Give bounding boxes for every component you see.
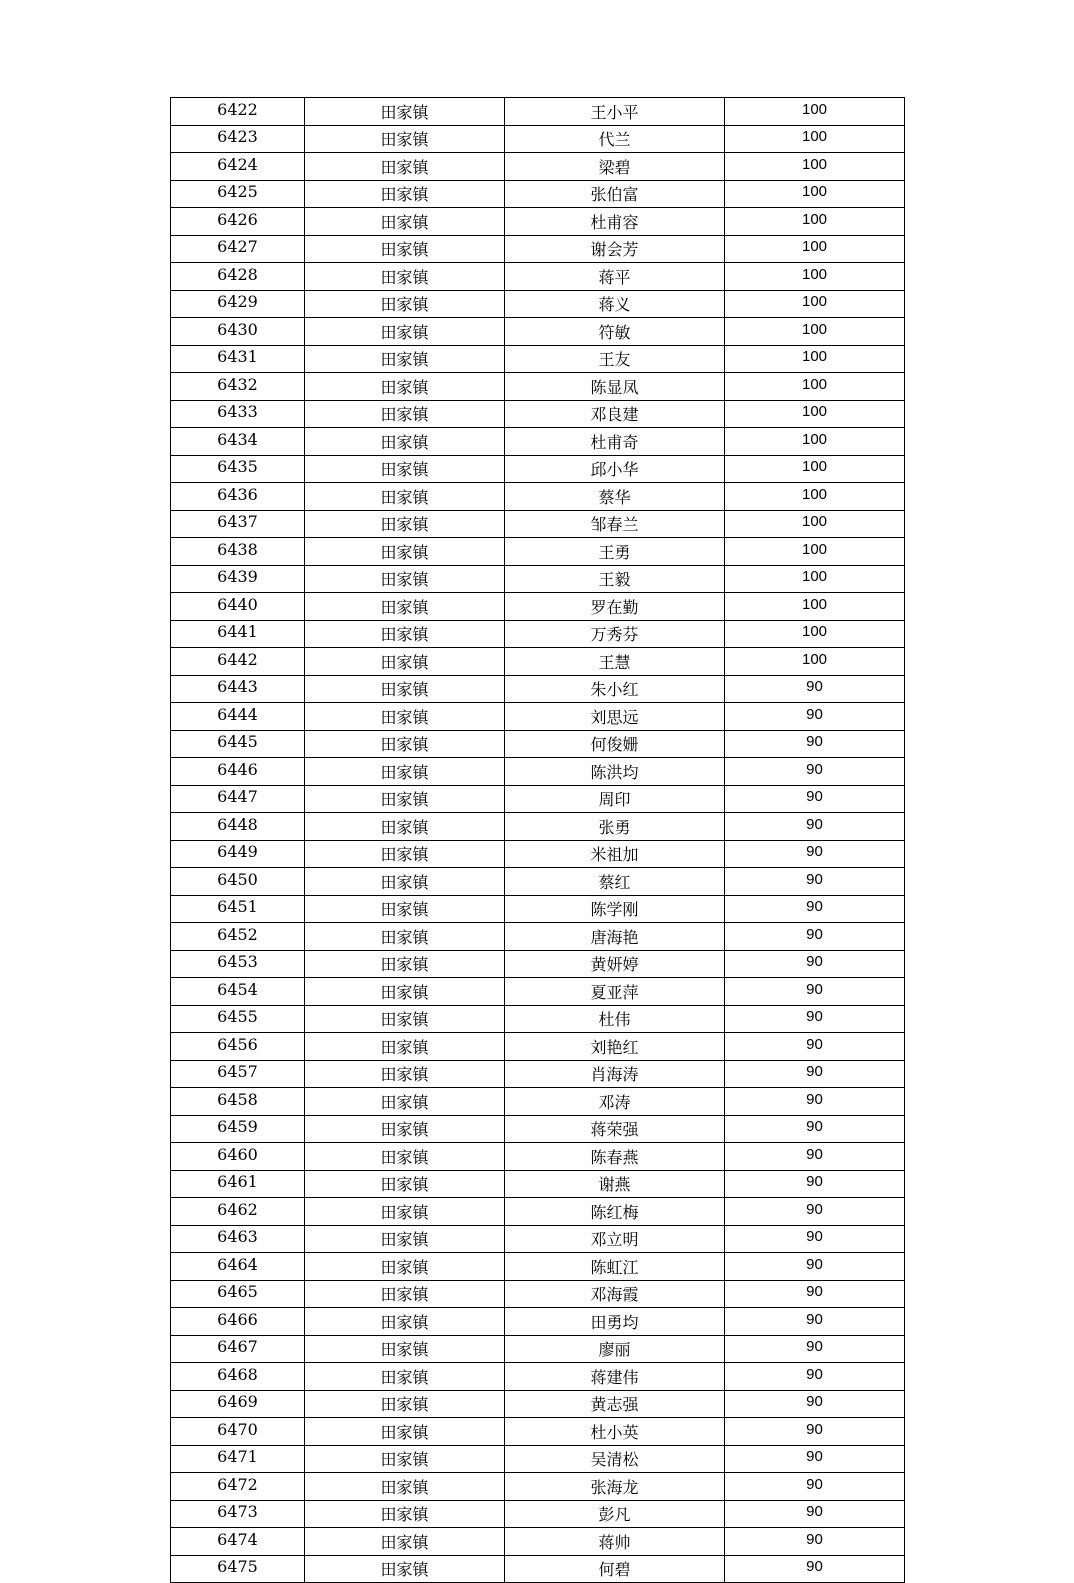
town-cell: 田家镇 [305, 1088, 505, 1116]
row-number-cell: 6467 [171, 1335, 305, 1363]
town-cell: 田家镇 [305, 180, 505, 208]
table-row [171, 153, 905, 181]
person-name-cell: 何俊姗 [505, 730, 725, 758]
table-row [171, 538, 905, 566]
person-name-cell: 廖丽 [505, 1335, 725, 1363]
row-number-cell: 6439 [171, 565, 305, 593]
row-number-cell: 6443 [171, 675, 305, 703]
table-row [171, 180, 905, 208]
row-number-cell: 6474 [171, 1528, 305, 1556]
town-cell: 田家镇 [305, 648, 505, 676]
town-cell: 田家镇 [305, 565, 505, 593]
amount-cell: 90 [725, 1363, 905, 1391]
amount-cell: 90 [725, 923, 905, 951]
person-name-cell: 何碧 [505, 1555, 725, 1583]
table-row [171, 1280, 905, 1308]
table-row [171, 1060, 905, 1088]
town-cell: 田家镇 [305, 1198, 505, 1226]
table-row [171, 1335, 905, 1363]
person-name-cell: 王小平 [505, 98, 725, 126]
row-number-cell: 6466 [171, 1308, 305, 1336]
row-number-cell: 6458 [171, 1088, 305, 1116]
town-cell: 田家镇 [305, 1445, 505, 1473]
table-row [171, 1005, 905, 1033]
amount-cell: 100 [725, 483, 905, 511]
row-number-cell: 6437 [171, 510, 305, 538]
town-cell: 田家镇 [305, 455, 505, 483]
person-name-cell: 王勇 [505, 538, 725, 566]
row-number-cell: 6469 [171, 1390, 305, 1418]
row-number-cell: 6430 [171, 318, 305, 346]
town-cell: 田家镇 [305, 1335, 505, 1363]
amount-cell: 100 [725, 125, 905, 153]
table-row [171, 400, 905, 428]
table-row [171, 840, 905, 868]
table-row [171, 373, 905, 401]
table-row [171, 290, 905, 318]
amount-cell: 90 [725, 1033, 905, 1061]
amount-cell: 90 [725, 730, 905, 758]
town-cell: 田家镇 [305, 840, 505, 868]
person-name-cell: 陈红梅 [505, 1198, 725, 1226]
row-number-cell: 6471 [171, 1445, 305, 1473]
table-row [171, 263, 905, 291]
table-row [171, 1363, 905, 1391]
amount-cell: 100 [725, 400, 905, 428]
table-row [171, 1088, 905, 1116]
amount-cell: 90 [725, 1005, 905, 1033]
row-number-cell: 6468 [171, 1363, 305, 1391]
town-cell: 田家镇 [305, 620, 505, 648]
person-name-cell: 王慧 [505, 648, 725, 676]
row-number-cell: 6449 [171, 840, 305, 868]
row-number-cell: 6464 [171, 1253, 305, 1281]
amount-cell: 90 [725, 1528, 905, 1556]
person-name-cell: 谢会芳 [505, 235, 725, 263]
town-cell: 田家镇 [305, 1390, 505, 1418]
table-row [171, 1528, 905, 1556]
town-cell: 田家镇 [305, 510, 505, 538]
town-cell: 田家镇 [305, 950, 505, 978]
town-cell: 田家镇 [305, 675, 505, 703]
town-cell: 田家镇 [305, 208, 505, 236]
row-number-cell: 6463 [171, 1225, 305, 1253]
town-cell: 田家镇 [305, 730, 505, 758]
amount-cell: 100 [725, 345, 905, 373]
town-cell: 田家镇 [305, 373, 505, 401]
person-name-cell: 蔡红 [505, 868, 725, 896]
town-cell: 田家镇 [305, 263, 505, 291]
person-name-cell: 蒋荣强 [505, 1115, 725, 1143]
amount-cell: 90 [725, 1143, 905, 1171]
row-number-cell: 6453 [171, 950, 305, 978]
town-cell: 田家镇 [305, 153, 505, 181]
table-row [171, 1115, 905, 1143]
town-cell: 田家镇 [305, 785, 505, 813]
person-name-cell: 刘思远 [505, 703, 725, 731]
row-number-cell: 6432 [171, 373, 305, 401]
table-row [171, 868, 905, 896]
row-number-cell: 6472 [171, 1473, 305, 1501]
town-cell: 田家镇 [305, 318, 505, 346]
table-row [171, 1225, 905, 1253]
town-cell: 田家镇 [305, 125, 505, 153]
amount-cell: 90 [725, 1390, 905, 1418]
table-row [171, 950, 905, 978]
table-row [171, 675, 905, 703]
person-name-cell: 符敏 [505, 318, 725, 346]
table-row [171, 785, 905, 813]
town-cell: 田家镇 [305, 1528, 505, 1556]
town-cell: 田家镇 [305, 290, 505, 318]
town-cell: 田家镇 [305, 235, 505, 263]
row-number-cell: 6450 [171, 868, 305, 896]
town-cell: 田家镇 [305, 1308, 505, 1336]
row-number-cell: 6441 [171, 620, 305, 648]
town-cell: 田家镇 [305, 428, 505, 456]
table-row [171, 1418, 905, 1446]
row-number-cell: 6438 [171, 538, 305, 566]
person-name-cell: 蔡华 [505, 483, 725, 511]
amount-cell: 90 [725, 1088, 905, 1116]
town-cell: 田家镇 [305, 1225, 505, 1253]
person-name-cell: 蒋帅 [505, 1528, 725, 1556]
table-row [171, 813, 905, 841]
table-row [171, 1445, 905, 1473]
town-cell: 田家镇 [305, 1170, 505, 1198]
table-row [171, 98, 905, 126]
amount-cell: 90 [725, 1418, 905, 1446]
town-cell: 田家镇 [305, 895, 505, 923]
row-number-cell: 6454 [171, 978, 305, 1006]
person-name-cell: 邹春兰 [505, 510, 725, 538]
person-name-cell: 谢燕 [505, 1170, 725, 1198]
amount-cell: 90 [725, 1253, 905, 1281]
amount-cell: 100 [725, 318, 905, 346]
row-number-cell: 6428 [171, 263, 305, 291]
person-name-cell: 刘艳红 [505, 1033, 725, 1061]
amount-cell: 100 [725, 648, 905, 676]
person-name-cell: 陈学刚 [505, 895, 725, 923]
amount-cell: 100 [725, 455, 905, 483]
table-row [171, 125, 905, 153]
person-name-cell: 张伯富 [505, 180, 725, 208]
person-name-cell: 梁碧 [505, 153, 725, 181]
row-number-cell: 6431 [171, 345, 305, 373]
amount-cell: 90 [725, 1225, 905, 1253]
town-cell: 田家镇 [305, 483, 505, 511]
table-row [171, 1170, 905, 1198]
amount-cell: 100 [725, 98, 905, 126]
amount-cell: 100 [725, 620, 905, 648]
town-cell: 田家镇 [305, 1253, 505, 1281]
amount-cell: 90 [725, 895, 905, 923]
amount-cell: 90 [725, 1170, 905, 1198]
amount-cell: 90 [725, 950, 905, 978]
amount-cell: 100 [725, 263, 905, 291]
person-name-cell: 王毅 [505, 565, 725, 593]
town-cell: 田家镇 [305, 538, 505, 566]
person-name-cell: 罗在勤 [505, 593, 725, 621]
amount-cell: 90 [725, 1280, 905, 1308]
person-name-cell: 邓立明 [505, 1225, 725, 1253]
town-cell: 田家镇 [305, 98, 505, 126]
row-number-cell: 6460 [171, 1143, 305, 1171]
row-number-cell: 6425 [171, 180, 305, 208]
person-name-cell: 唐海艳 [505, 923, 725, 951]
person-name-cell: 陈虹江 [505, 1253, 725, 1281]
person-name-cell: 彭凡 [505, 1500, 725, 1528]
person-name-cell: 王友 [505, 345, 725, 373]
amount-cell: 100 [725, 153, 905, 181]
table-row [171, 648, 905, 676]
amount-cell: 90 [725, 1555, 905, 1583]
town-cell: 田家镇 [305, 1115, 505, 1143]
row-number-cell: 6452 [171, 923, 305, 951]
town-cell: 田家镇 [305, 978, 505, 1006]
person-name-cell: 田勇均 [505, 1308, 725, 1336]
person-name-cell: 万秀芬 [505, 620, 725, 648]
table-row [171, 1143, 905, 1171]
town-cell: 田家镇 [305, 1060, 505, 1088]
table-row [171, 1555, 905, 1583]
amount-cell: 90 [725, 1473, 905, 1501]
table-row [171, 510, 905, 538]
table-row [171, 483, 905, 511]
table-row [171, 923, 905, 951]
person-name-cell: 肖海涛 [505, 1060, 725, 1088]
row-number-cell: 6446 [171, 758, 305, 786]
amount-cell: 90 [725, 1500, 905, 1528]
row-number-cell: 6423 [171, 125, 305, 153]
row-number-cell: 6436 [171, 483, 305, 511]
person-name-cell: 朱小红 [505, 675, 725, 703]
town-cell: 田家镇 [305, 813, 505, 841]
row-number-cell: 6442 [171, 648, 305, 676]
amount-cell: 100 [725, 428, 905, 456]
row-number-cell: 6470 [171, 1418, 305, 1446]
person-name-cell: 代兰 [505, 125, 725, 153]
table-row [171, 620, 905, 648]
amount-cell: 90 [725, 813, 905, 841]
row-number-cell: 6424 [171, 153, 305, 181]
table-row [171, 1500, 905, 1528]
person-name-cell: 蒋义 [505, 290, 725, 318]
person-name-cell: 周印 [505, 785, 725, 813]
table-row [171, 978, 905, 1006]
person-name-cell: 邓良建 [505, 400, 725, 428]
amount-cell: 100 [725, 180, 905, 208]
table-row [171, 208, 905, 236]
table-row [171, 428, 905, 456]
amount-cell: 100 [725, 538, 905, 566]
person-name-cell: 吴清松 [505, 1445, 725, 1473]
amount-cell: 90 [725, 1060, 905, 1088]
row-number-cell: 6457 [171, 1060, 305, 1088]
town-cell: 田家镇 [305, 1005, 505, 1033]
person-name-cell: 米祖加 [505, 840, 725, 868]
table-row [171, 895, 905, 923]
amount-cell: 90 [725, 1445, 905, 1473]
amount-cell: 90 [725, 675, 905, 703]
amount-cell: 100 [725, 235, 905, 263]
town-cell: 田家镇 [305, 1143, 505, 1171]
town-cell: 田家镇 [305, 703, 505, 731]
row-number-cell: 6422 [171, 98, 305, 126]
person-name-cell: 杜伟 [505, 1005, 725, 1033]
amount-cell: 90 [725, 1308, 905, 1336]
roster-table [170, 97, 905, 1583]
amount-cell: 90 [725, 758, 905, 786]
roster-table-body [171, 98, 905, 1583]
town-cell: 田家镇 [305, 1363, 505, 1391]
person-name-cell: 杜甫奇 [505, 428, 725, 456]
row-number-cell: 6445 [171, 730, 305, 758]
row-number-cell: 6465 [171, 1280, 305, 1308]
town-cell: 田家镇 [305, 400, 505, 428]
table-row [171, 703, 905, 731]
row-number-cell: 6435 [171, 455, 305, 483]
amount-cell: 90 [725, 978, 905, 1006]
row-number-cell: 6451 [171, 895, 305, 923]
row-number-cell: 6461 [171, 1170, 305, 1198]
person-name-cell: 杜小英 [505, 1418, 725, 1446]
row-number-cell: 6448 [171, 813, 305, 841]
row-number-cell: 6434 [171, 428, 305, 456]
town-cell: 田家镇 [305, 868, 505, 896]
row-number-cell: 6427 [171, 235, 305, 263]
amount-cell: 90 [725, 703, 905, 731]
row-number-cell: 6433 [171, 400, 305, 428]
person-name-cell: 陈显凤 [505, 373, 725, 401]
amount-cell: 100 [725, 290, 905, 318]
row-number-cell: 6462 [171, 1198, 305, 1226]
amount-cell: 90 [725, 840, 905, 868]
table-row [171, 1253, 905, 1281]
amount-cell: 100 [725, 373, 905, 401]
row-number-cell: 6440 [171, 593, 305, 621]
amount-cell: 90 [725, 868, 905, 896]
person-name-cell: 陈春燕 [505, 1143, 725, 1171]
town-cell: 田家镇 [305, 1555, 505, 1583]
table-row [171, 1198, 905, 1226]
table-row [171, 730, 905, 758]
town-cell: 田家镇 [305, 1418, 505, 1446]
amount-cell: 90 [725, 1335, 905, 1363]
amount-cell: 100 [725, 593, 905, 621]
person-name-cell: 邱小华 [505, 455, 725, 483]
row-number-cell: 6475 [171, 1555, 305, 1583]
amount-cell: 90 [725, 785, 905, 813]
row-number-cell: 6456 [171, 1033, 305, 1061]
town-cell: 田家镇 [305, 345, 505, 373]
table-row [171, 758, 905, 786]
person-name-cell: 陈洪均 [505, 758, 725, 786]
table-row [171, 235, 905, 263]
table-row [171, 455, 905, 483]
town-cell: 田家镇 [305, 758, 505, 786]
table-row [171, 565, 905, 593]
person-name-cell: 夏亚萍 [505, 978, 725, 1006]
table-row [171, 1473, 905, 1501]
table-row [171, 318, 905, 346]
person-name-cell: 蒋建伟 [505, 1363, 725, 1391]
row-number-cell: 6429 [171, 290, 305, 318]
person-name-cell: 蒋平 [505, 263, 725, 291]
table-row [171, 1308, 905, 1336]
row-number-cell: 6426 [171, 208, 305, 236]
amount-cell: 90 [725, 1115, 905, 1143]
town-cell: 田家镇 [305, 1280, 505, 1308]
amount-cell: 90 [725, 1198, 905, 1226]
person-name-cell: 黄妍婷 [505, 950, 725, 978]
person-name-cell: 邓涛 [505, 1088, 725, 1116]
row-number-cell: 6444 [171, 703, 305, 731]
amount-cell: 100 [725, 565, 905, 593]
row-number-cell: 6455 [171, 1005, 305, 1033]
town-cell: 田家镇 [305, 593, 505, 621]
person-name-cell: 黄志强 [505, 1390, 725, 1418]
table-row [171, 1033, 905, 1061]
amount-cell: 100 [725, 208, 905, 236]
table-row [171, 345, 905, 373]
amount-cell: 100 [725, 510, 905, 538]
table-row [171, 1390, 905, 1418]
person-name-cell: 张勇 [505, 813, 725, 841]
person-name-cell: 邓海霞 [505, 1280, 725, 1308]
person-name-cell: 张海龙 [505, 1473, 725, 1501]
town-cell: 田家镇 [305, 1033, 505, 1061]
town-cell: 田家镇 [305, 1473, 505, 1501]
row-number-cell: 6459 [171, 1115, 305, 1143]
row-number-cell: 6447 [171, 785, 305, 813]
town-cell: 田家镇 [305, 1500, 505, 1528]
table-row [171, 593, 905, 621]
town-cell: 田家镇 [305, 923, 505, 951]
person-name-cell: 杜甫容 [505, 208, 725, 236]
row-number-cell: 6473 [171, 1500, 305, 1528]
